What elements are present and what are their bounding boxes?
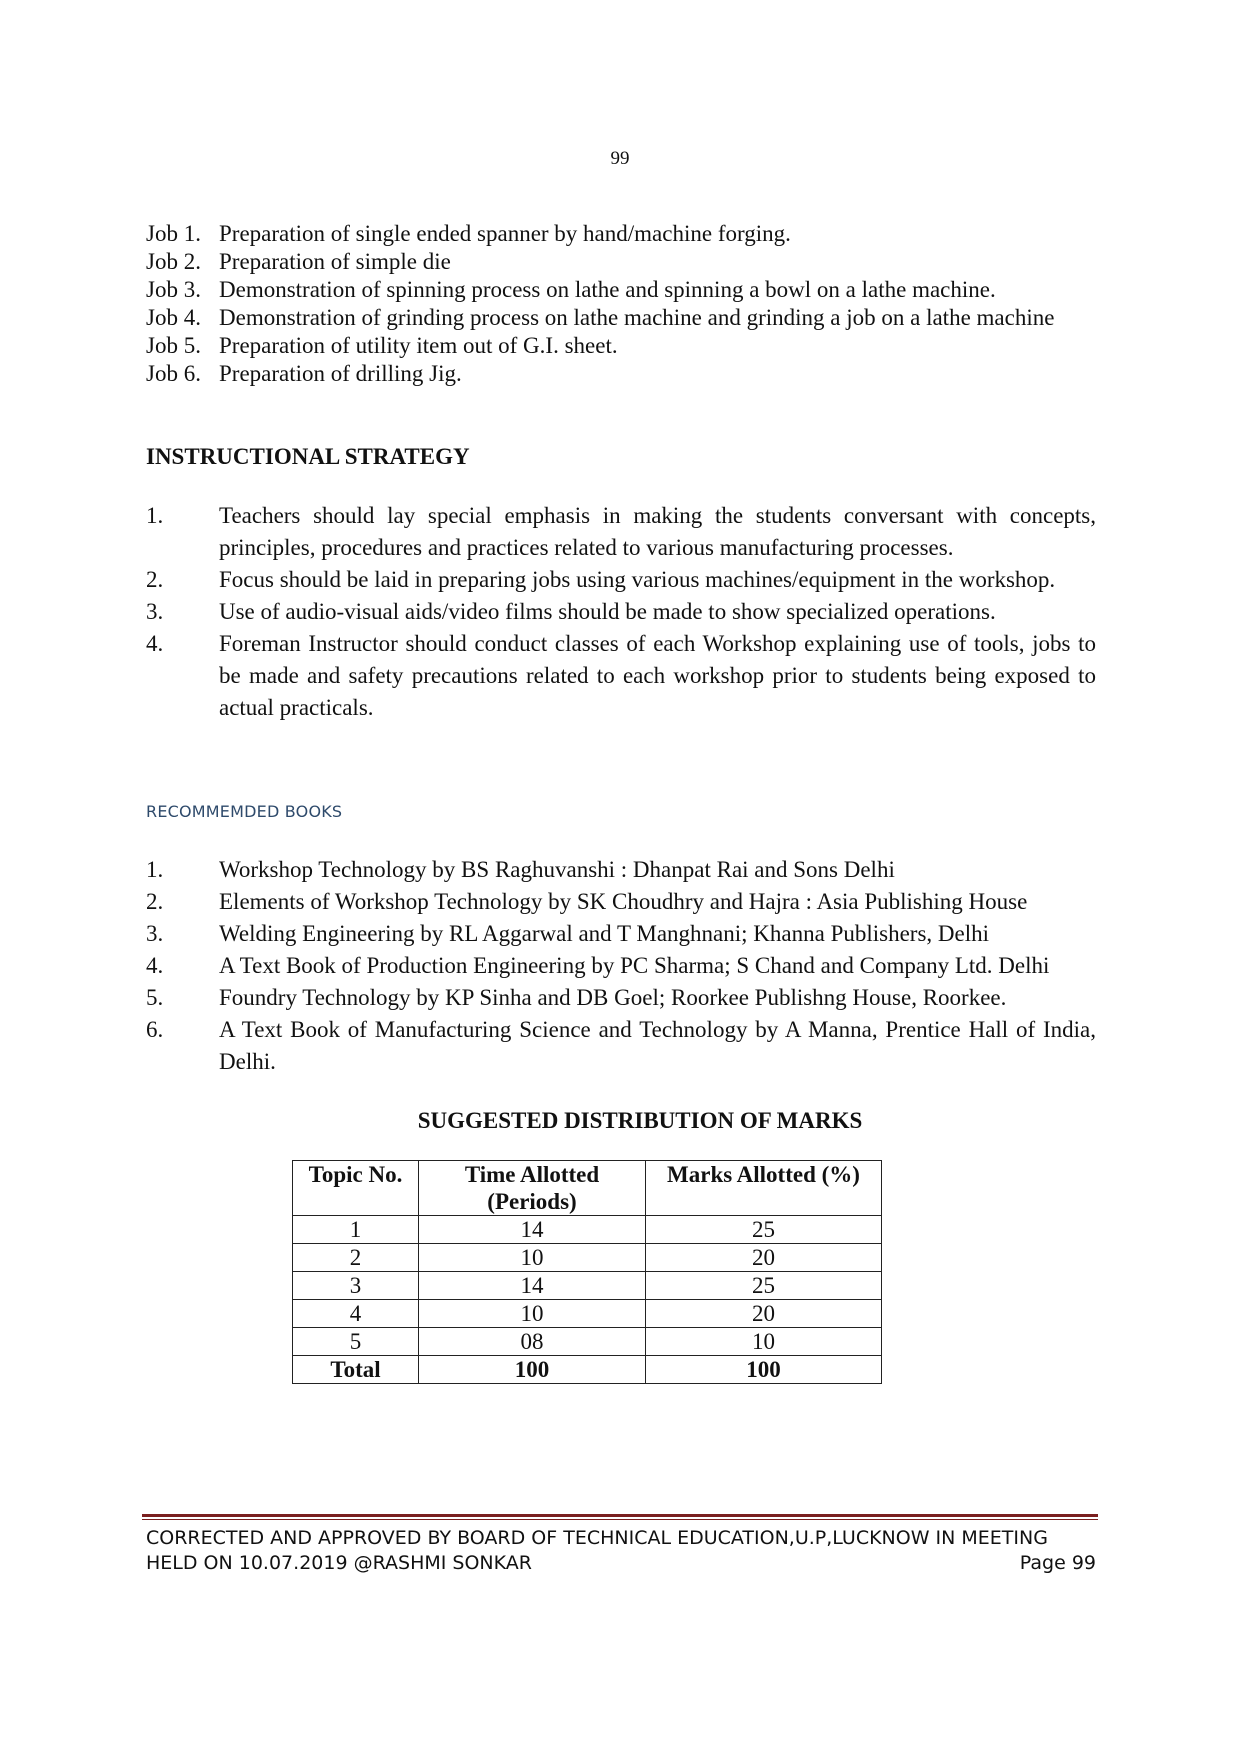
footer-approval-line: CORRECTED AND APPROVED BY BOARD OF TECHNICAL EDUCATION,U.P,LUCKNOW IN MEETING bbox=[146, 1527, 1048, 1549]
item-number: 3. bbox=[146, 921, 164, 946]
cell-time: 14 bbox=[419, 1272, 646, 1300]
cell-topic: 5 bbox=[293, 1328, 419, 1356]
table-row bbox=[293, 1272, 882, 1300]
job-text: Demonstration of spinning process on lathe and spinning a bowl on a lathe machine. bbox=[219, 277, 996, 302]
table-row bbox=[293, 1328, 882, 1356]
footer-divider bbox=[142, 1514, 1098, 1520]
strategy-item bbox=[146, 564, 1096, 596]
cell-time: 10 bbox=[419, 1300, 646, 1328]
item-number: 1. bbox=[146, 857, 164, 882]
job-item bbox=[146, 276, 1096, 304]
cell-time: 08 bbox=[419, 1328, 646, 1356]
item-number: 4. bbox=[146, 631, 164, 656]
footer-meeting-info: HELD ON 10.07.2019 @RASHMI SONKAR bbox=[146, 1552, 532, 1574]
cell-marks: 20 bbox=[646, 1300, 882, 1328]
strategy-heading: INSTRUCTIONAL STRATEGY bbox=[146, 444, 470, 469]
item-number: 1. bbox=[146, 503, 164, 528]
job-item bbox=[146, 220, 1096, 248]
table-row bbox=[293, 1216, 882, 1244]
item-text: A Text Book of Manufacturing Science and Technology by A Manna, Prentice Hall of India, Delhi. bbox=[219, 1017, 1096, 1074]
book-item bbox=[146, 1014, 1096, 1078]
table-row bbox=[293, 1300, 882, 1328]
item-text: Use of audio-visual aids/video films should be made to show specialized operations. bbox=[219, 599, 996, 624]
job-text: Preparation of simple die bbox=[219, 249, 451, 274]
strategy-item bbox=[146, 500, 1096, 564]
column-header-time: Time Allotted (Periods) bbox=[419, 1161, 646, 1216]
item-number: 4. bbox=[146, 953, 164, 978]
item-number: 5. bbox=[146, 985, 164, 1010]
table-row bbox=[293, 1244, 882, 1272]
footer-second-line bbox=[146, 1551, 1096, 1576]
item-number: 2. bbox=[146, 567, 164, 592]
book-item bbox=[146, 982, 1096, 1014]
job-text: Preparation of single ended spanner by hand/machine forging. bbox=[219, 221, 791, 246]
job-text: Demonstration of grinding process on lathe machine and grinding a job on a lathe machine bbox=[219, 305, 1055, 330]
column-header-marks: Marks Allotted (%) bbox=[646, 1161, 882, 1216]
job-text: Preparation of utility item out of G.I. sheet. bbox=[219, 333, 618, 358]
books-list bbox=[146, 854, 1096, 1078]
cell-marks: 25 bbox=[646, 1272, 882, 1300]
cell-marks: 10 bbox=[646, 1328, 882, 1356]
item-text: Elements of Workshop Technology by SK Choudhry and Hajra : Asia Publishing House bbox=[219, 889, 1028, 914]
marks-table bbox=[292, 1160, 882, 1384]
job-item bbox=[146, 332, 1096, 360]
page-footer bbox=[146, 1526, 1096, 1576]
cell-marks: 20 bbox=[646, 1244, 882, 1272]
page-number: 99 bbox=[610, 148, 630, 169]
item-number: 6. bbox=[146, 1017, 164, 1042]
item-text: A Text Book of Production Engineering by PC Sharma; S Chand and Company Ltd. Delhi bbox=[219, 953, 1050, 978]
item-text: Foundry Technology by KP Sinha and DB Goel; Roorkee Publishng House, Roorkee. bbox=[219, 985, 1007, 1010]
books-heading: RECOMMEMDED BOOKS bbox=[146, 802, 343, 821]
job-number: Job 5. bbox=[146, 333, 201, 358]
job-number: Job 2. bbox=[146, 249, 201, 274]
job-number: Job 4. bbox=[146, 305, 201, 330]
strategy-item bbox=[146, 596, 1096, 628]
cell-topic: 3 bbox=[293, 1272, 419, 1300]
cell-topic: 1 bbox=[293, 1216, 419, 1244]
item-text: Focus should be laid in preparing jobs using various machines/equipment in the workshop. bbox=[219, 567, 1056, 592]
strategy-list bbox=[146, 500, 1096, 724]
book-item bbox=[146, 918, 1096, 950]
table-total-row bbox=[293, 1356, 882, 1384]
cell-time: 14 bbox=[419, 1216, 646, 1244]
column-header-topic: Topic No. bbox=[293, 1161, 419, 1216]
job-text: Preparation of drilling Jig. bbox=[219, 361, 462, 386]
cell-topic: 4 bbox=[293, 1300, 419, 1328]
total-marks: 100 bbox=[646, 1356, 882, 1384]
job-item bbox=[146, 360, 1096, 388]
cell-time: 10 bbox=[419, 1244, 646, 1272]
job-list bbox=[146, 220, 1096, 388]
job-item bbox=[146, 248, 1096, 276]
job-number: Job 1. bbox=[146, 221, 201, 246]
marks-table-title: SUGGESTED DISTRIBUTION OF MARKS bbox=[417, 1108, 863, 1133]
job-number: Job 3. bbox=[146, 277, 201, 302]
footer-page-label: Page 99 bbox=[1019, 1552, 1096, 1574]
total-label: Total bbox=[293, 1356, 419, 1384]
cell-topic: 2 bbox=[293, 1244, 419, 1272]
item-text: Workshop Technology by BS Raghuvanshi : Dhanpat Rai and Sons Delhi bbox=[219, 857, 895, 882]
item-number: 2. bbox=[146, 889, 164, 914]
item-text: Foreman Instructor should conduct classes of each Workshop explaining use of tools, jobs to be made and safety precautions related to each workshop prior to students being exposed to actual practicals. bbox=[219, 631, 1096, 720]
book-item bbox=[146, 886, 1096, 918]
job-number: Job 6. bbox=[146, 361, 201, 386]
job-item bbox=[146, 304, 1096, 332]
item-text: Welding Engineering by RL Aggarwal and T Manghnani; Khanna Publishers, Delhi bbox=[219, 921, 990, 946]
item-text: Teachers should lay special emphasis in making the students conversant with concepts, principles, procedures and practices related to various manufacturing processes. bbox=[219, 503, 1096, 560]
table-header-row bbox=[293, 1161, 882, 1216]
cell-marks: 25 bbox=[646, 1216, 882, 1244]
item-number: 3. bbox=[146, 599, 164, 624]
book-item bbox=[146, 950, 1096, 982]
book-item bbox=[146, 854, 1096, 886]
strategy-item bbox=[146, 628, 1096, 724]
total-time: 100 bbox=[419, 1356, 646, 1384]
